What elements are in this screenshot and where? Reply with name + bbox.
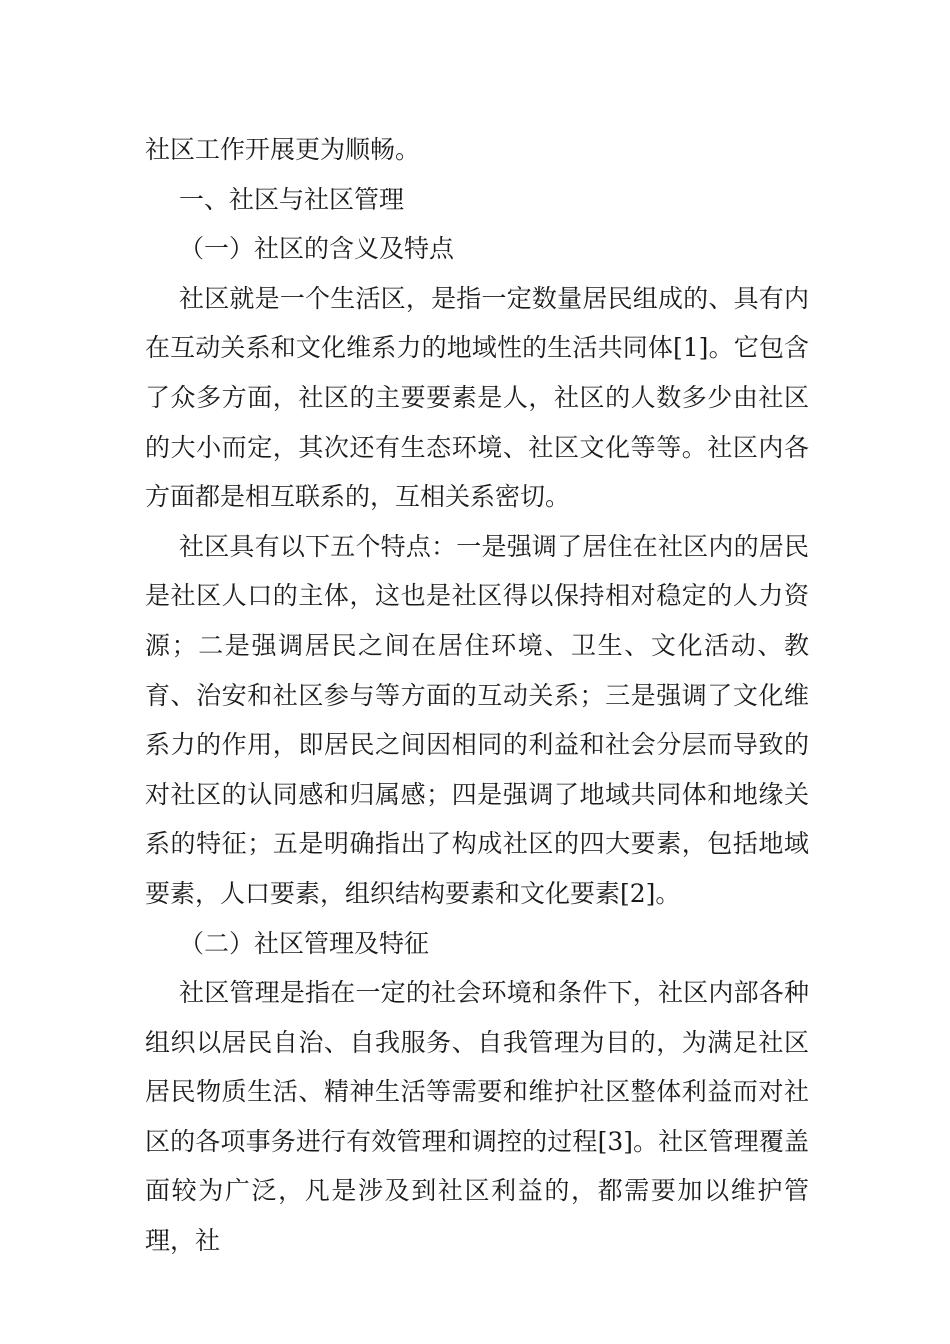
body-paragraph: 社区管理是指在一定的社会环境和条件下，社区内部各种组织以居民自治、自我服务、自我管理为目的，为满足社区居民物质生活、精神生活等需要和维护社区整体利益而对社区的各项事务进行有效管理和调控的过程[3]。社区管理覆盖面较为广泛，凡是涉及到社区利益的，都需要加以维护管理，社	[145, 978, 809, 1256]
section-heading: 一、社区与社区管理	[179, 184, 405, 214]
document-body	[145, 125, 809, 1266]
subsection-heading: （一）社区的含义及特点	[179, 234, 455, 264]
body-paragraph: 社区具有以下五个特点：一是强调了居住在社区内的居民是社区人口的主体，这也是社区得以保持相对稳定的人力资源；二是强调居民之间在居住环境、卫生、文化活动、教育、治安和社区参与等方面的互动关系；三是强调了文化维系力的作用，即居民之间因相同的利益和社会分层而导致的对社区的认同感和归属感；四是强调了地域共同体和地缘关系的特征；五是明确指出了构成社区的四大要素，包括地域要素，人口要素，组织结构要素和文化要素[2]。	[145, 531, 809, 908]
body-paragraph: 社区就是一个生活区，是指一定数量居民组成的、具有内在互动关系和文化维系力的地域性的生活共同体[1]。它包含了众多方面，社区的主要要素是人，社区的人数多少由社区的大小而定，其次还有生态环境、社区文化等等。社区内各方面都是相互联系的，互相关系密切。	[145, 283, 809, 512]
subsection-heading: （二）社区管理及特征	[179, 928, 430, 958]
body-paragraph-continued: 社区工作开展更为顺畅。	[145, 135, 421, 164]
